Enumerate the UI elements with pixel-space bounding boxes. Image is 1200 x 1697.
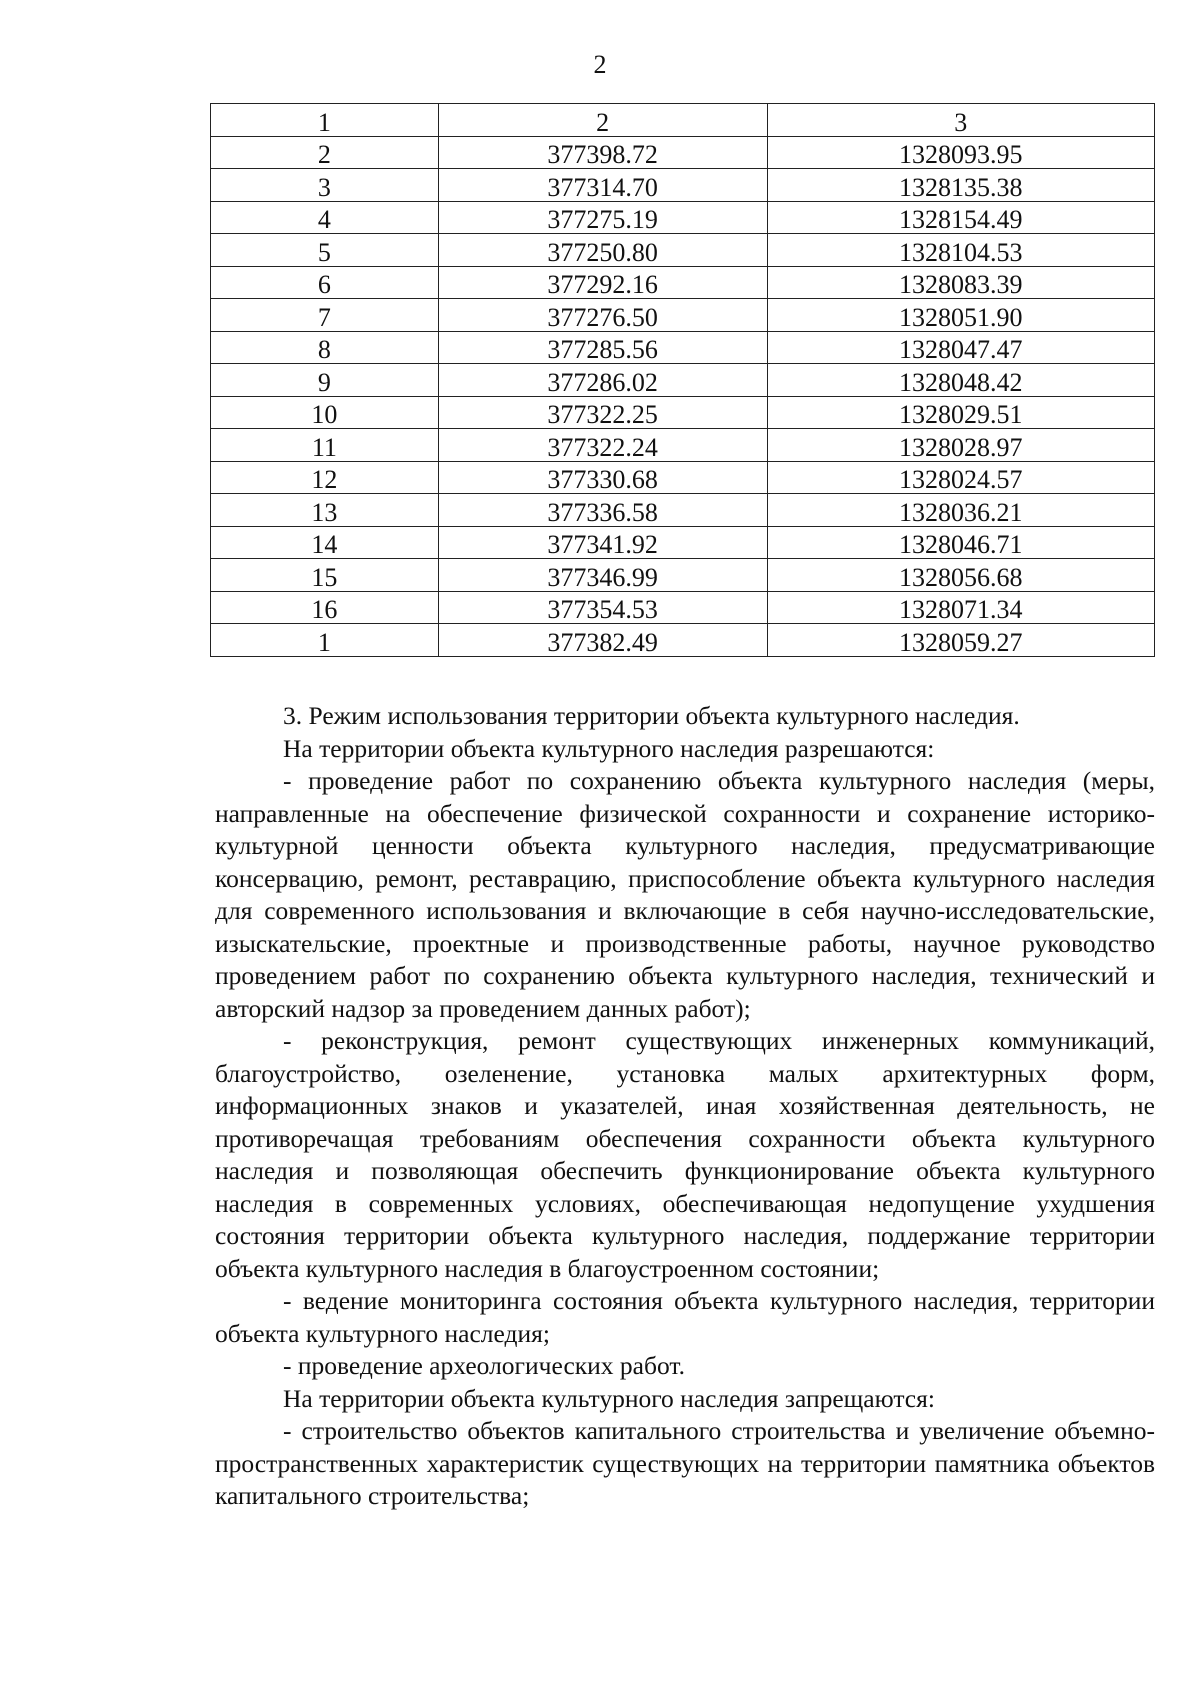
table-cell: 8 <box>211 331 439 364</box>
table-cell: 377336.58 <box>438 494 767 527</box>
table-cell: 377354.53 <box>438 591 767 624</box>
table-cell: 6 <box>211 266 439 299</box>
table-row <box>211 136 1155 169</box>
body-text <box>215 700 1155 1513</box>
table-header-row <box>211 104 1155 137</box>
table-row <box>211 266 1155 299</box>
table-cell: 1328024.57 <box>767 461 1154 494</box>
table-cell: 13 <box>211 494 439 527</box>
table-cell: 1328083.39 <box>767 266 1154 299</box>
table-cell: 1328059.27 <box>767 624 1154 657</box>
table-cell: 377275.19 <box>438 201 767 234</box>
page-number: 2 <box>593 50 607 79</box>
table-row <box>211 396 1155 429</box>
table-cell: 16 <box>211 591 439 624</box>
table-cell: 1328036.21 <box>767 494 1154 527</box>
list-item: - реконструкция, ремонт существующих инженерных коммуникаций, благоустройство, озеленение, установка малых архитектурных форм, информационных знаков и указателей, иная хозяйственная деятельность, не противоречащая требованиям обеспечения сохранности объекта культурного наследия и позволяющая обеспечить функционирование объекта культурного наследия в современных условиях, обеспечивающая недопущение ухудшения состояния территории объекта культурного наследия, поддержание территории объекта культурного наследия в благоустроенном состоянии; <box>215 1026 1155 1283</box>
table-cell: 10 <box>211 396 439 429</box>
table-cell: 4 <box>211 201 439 234</box>
table-cell: 377286.02 <box>438 364 767 397</box>
paragraph: На территории объекта культурного наследия разрешаются: <box>283 733 935 763</box>
table-cell: 11 <box>211 429 439 462</box>
table-header-cell: 2 <box>438 104 767 137</box>
table-row <box>211 169 1155 202</box>
table-cell: 377398.72 <box>438 136 767 169</box>
table-header-cell: 1 <box>211 104 439 137</box>
table-cell: 1328154.49 <box>767 201 1154 234</box>
table-cell: 377330.68 <box>438 461 767 494</box>
table-row <box>211 364 1155 397</box>
table-cell: 1328046.71 <box>767 526 1154 559</box>
table-cell: 377292.16 <box>438 266 767 299</box>
table-cell: 377346.99 <box>438 559 767 592</box>
table-cell: 377382.49 <box>438 624 767 657</box>
table-cell: 1328071.34 <box>767 591 1154 624</box>
table-row <box>211 624 1155 657</box>
table-cell: 1328048.42 <box>767 364 1154 397</box>
table-cell: 5 <box>211 234 439 267</box>
table-cell: 1328056.68 <box>767 559 1154 592</box>
table-cell: 1328135.38 <box>767 169 1154 202</box>
table-cell: 2 <box>211 136 439 169</box>
table-cell: 377341.92 <box>438 526 767 559</box>
list-item: - ведение мониторинга состояния объекта культурного наследия, территории объекта культурного наследия; <box>215 1286 1155 1348</box>
paragraph: На территории объекта культурного наследия запрещаются: <box>283 1383 935 1413</box>
table-cell: 377322.24 <box>438 429 767 462</box>
table-cell: 1328093.95 <box>767 136 1154 169</box>
table-cell: 377314.70 <box>438 169 767 202</box>
table-row <box>211 201 1155 234</box>
table-cell: 1 <box>211 624 439 657</box>
table-row <box>211 494 1155 527</box>
table-cell: 1328047.47 <box>767 331 1154 364</box>
table-cell: 1328028.97 <box>767 429 1154 462</box>
list-item: - проведение археологических работ. <box>283 1351 685 1380</box>
table-row <box>211 461 1155 494</box>
section-heading: 3. Режим использования территории объекта культурного наследия. <box>283 701 1020 730</box>
table-row <box>211 234 1155 267</box>
table-cell: 15 <box>211 559 439 592</box>
table-row <box>211 299 1155 332</box>
table-cell: 377285.56 <box>438 331 767 364</box>
table-cell: 377322.25 <box>438 396 767 429</box>
table-cell: 377276.50 <box>438 299 767 332</box>
list-item: - строительство объектов капитального строительства и увеличение объемно-пространственных характеристик существующих на территории памятника объектов капитального строительства; <box>215 1416 1155 1510</box>
table-cell: 1328029.51 <box>767 396 1154 429</box>
table-cell: 1328104.53 <box>767 234 1154 267</box>
table-row <box>211 591 1155 624</box>
table-row <box>211 331 1155 364</box>
table-cell: 3 <box>211 169 439 202</box>
table-cell: 377250.80 <box>438 234 767 267</box>
list-item: - проведение работ по сохранению объекта культурного наследия (меры, направленные на обеспечение физической сохранности и сохранение историко-культурной ценности объекта культурного наследия, предусматривающие консервацию, ремонт, реставрацию, приспособление объекта культурного наследия для современного использования и включающие в себя научно-исследовательские, изыскательские, проектные и производственные работы, научное руководство проведением работ по сохранению объекта культурного наследия, технический и авторский надзор за проведением данных работ); <box>215 766 1155 1023</box>
table-cell: 14 <box>211 526 439 559</box>
table-cell: 7 <box>211 299 439 332</box>
table-cell: 9 <box>211 364 439 397</box>
table-header-cell: 3 <box>767 104 1154 137</box>
table-cell: 1328051.90 <box>767 299 1154 332</box>
coordinates-table <box>210 103 1155 657</box>
table-row <box>211 429 1155 462</box>
table-row <box>211 526 1155 559</box>
table-row <box>211 559 1155 592</box>
table-cell: 12 <box>211 461 439 494</box>
